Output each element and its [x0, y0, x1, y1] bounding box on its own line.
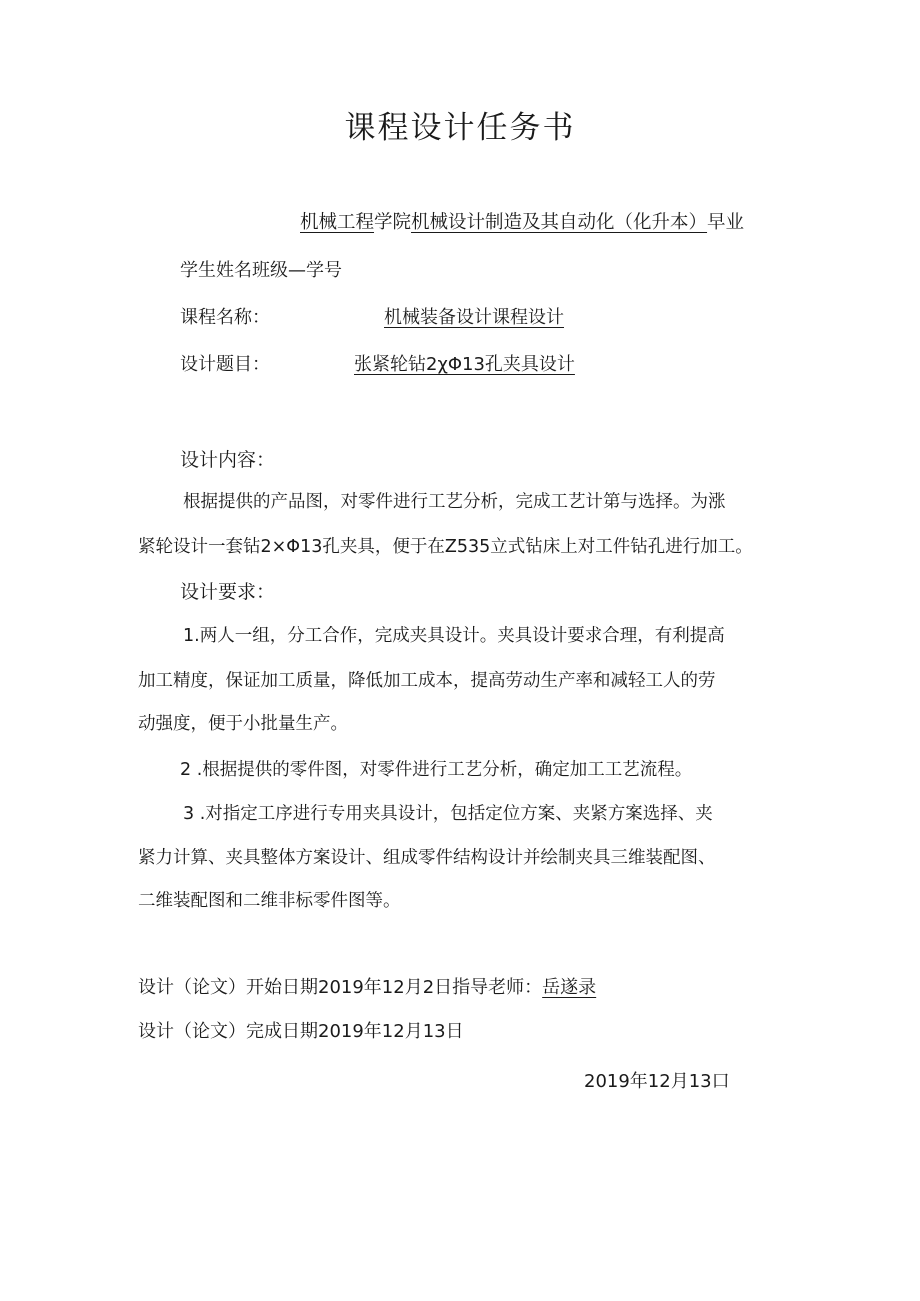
requirement-3-line-3: 二维装配图和二维非标零件图等。 [138, 891, 401, 911]
advisor-name: 岳遂录 [542, 977, 597, 998]
requirement-3-line-2: 紧力计算、夹具整体方案设计、组成零件结构设计并绘制夹具三维装配图、 [138, 848, 716, 868]
requirement-3-line-1: 3 .对指定工序进行专用夹具设计，包括定位方案、夹紧方案选择、夹 [183, 804, 713, 824]
requirement-1-line-2: 加工精度，保证加工质量，降低加工成本，提高劳动生产率和减轻工人的劳 [138, 671, 716, 691]
requirements-heading: 设计要求： [180, 581, 276, 603]
content-line-1: 根据提供的产品图，对零件进行工艺分析，完成工艺计第与选择。为涨 [183, 492, 726, 512]
requirement-1-line-1: 1.两人一组，分工合作，完成夹具设计。夹具设计要求合理，有利提高 [183, 626, 725, 646]
content-heading: 设计内容： [180, 449, 276, 471]
course-label: 课程名称： [180, 307, 270, 328]
content-line-2: 紧轮设计一套钻2×Φ13孔夹具，便于在Z535立式钻床上对工件钻孔进行加工。 [138, 537, 753, 557]
major-name: 机械设计制造及其自动化（化升本） [411, 212, 708, 233]
start-date-text: 设计（论文）开始日期2019年12月2日指导老师： [138, 977, 543, 998]
major-suffix: 早业 [707, 212, 745, 233]
college-name: 机械工程 [300, 212, 375, 233]
document-title: 课程设计任务书 [344, 110, 576, 146]
requirement-2: 2 .根据提供的零件图，对零件进行工艺分析，确定加工工艺流程。 [180, 760, 693, 780]
course-value: 机械装备设计课程设计 [384, 307, 564, 328]
topic-label: 设计题目： [180, 354, 270, 375]
college-suffix: 学院 [374, 212, 412, 233]
start-date-line [138, 976, 596, 1000]
student-info-line: 学生姓名班级—学号 [180, 260, 342, 281]
topic-value: 张紧轮钻2χΦ13孔夹具设计 [354, 354, 575, 375]
finish-date-line: 设计（论文）完成日期2019年12月13日 [138, 1021, 464, 1042]
requirement-1-line-3: 动强度，便于小批量生产。 [138, 714, 348, 734]
school-major-line [300, 211, 744, 235]
signature-date: 2019年12月13口 [584, 1071, 730, 1092]
